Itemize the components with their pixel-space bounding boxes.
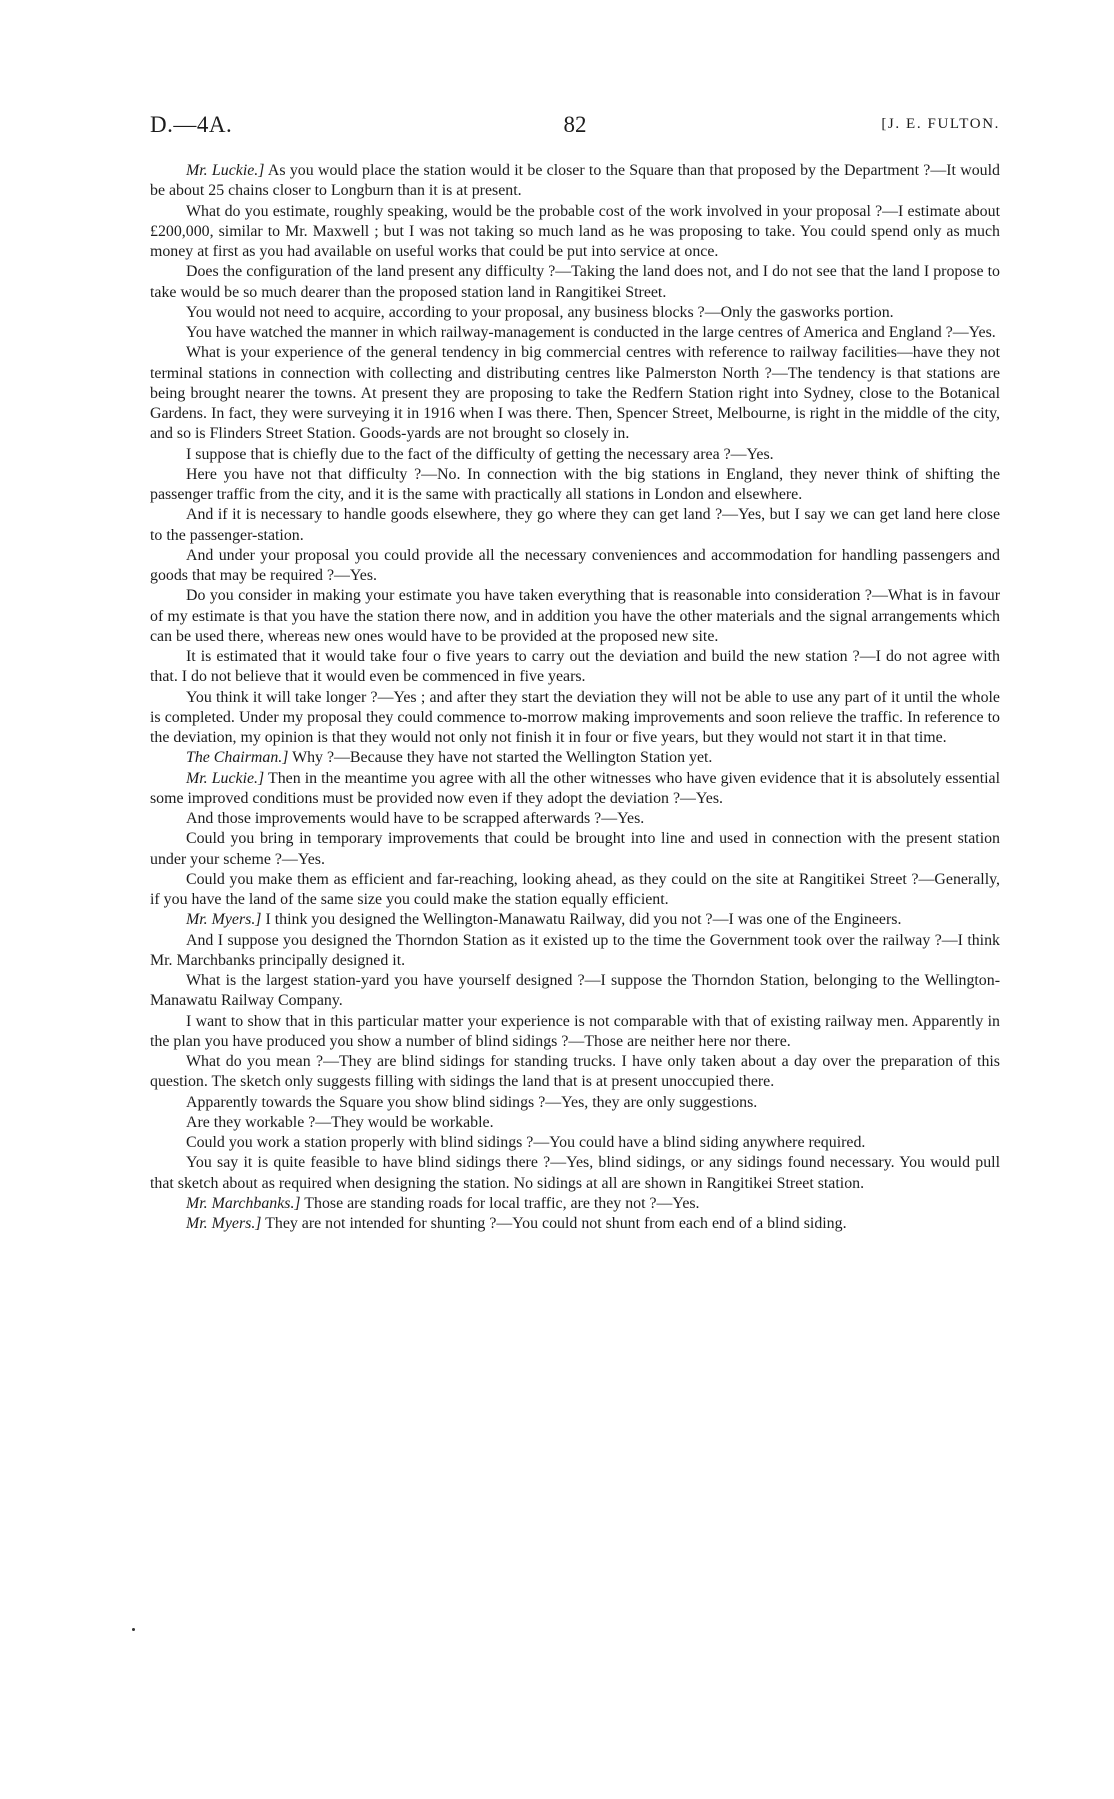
transcript-paragraph (150, 262, 1000, 303)
transcript-paragraph (150, 1052, 1000, 1093)
transcript-paragraph (150, 1133, 1000, 1153)
paragraph-text: I think you designed the Wellington-Manawatu Railway, did you not ?—I was one of the Engineers. (261, 911, 902, 929)
transcript-paragraph (150, 202, 1000, 263)
transcript-paragraph (150, 829, 1000, 870)
transcript-paragraph (150, 870, 1000, 911)
paragraph-text: I suppose that is chiefly due to the fact of the difficulty of getting the necessary area ?—Yes. (186, 445, 774, 463)
transcript-paragraph (150, 445, 1000, 465)
speaker-label: The Chairman.] (186, 749, 289, 767)
transcript-paragraph (150, 586, 1000, 647)
page-number: 82 (563, 112, 587, 137)
paragraph-text: Here you have not that difficulty ?—No. In connection with the big stations in England, they never think of shifting the passenger traffic from the city, and it is the same with practically all stations in London and elsewhere. (150, 465, 1000, 503)
transcript-paragraph (150, 303, 1000, 323)
transcript-paragraph (150, 1214, 1000, 1234)
transcript-paragraph (150, 1194, 1000, 1214)
speaker-label: Mr. Myers.] (186, 911, 262, 929)
transcript-paragraph (150, 769, 1000, 810)
transcript-paragraph (150, 1012, 1000, 1053)
paragraph-text: And if it is necessary to handle goods elsewhere, they go where they can get land ?—Yes, but I say we can get land here close to the passenger-station. (150, 506, 1000, 544)
paragraph-text: And under your proposal you could provide all the necessary conveniences and accommodation for handling passengers and goods that may be required ?—Yes. (150, 546, 1000, 584)
paragraph-text: Those are standing roads for local traffic, are they not ?—Yes. (300, 1194, 700, 1212)
paragraph-text: It is estimated that it would take four o five years to carry out the deviation and build the new station ?—I do not agree with that. I do not believe that it would even be commenced in five years. (150, 648, 1000, 686)
paragraph-text: What is your experience of the general tendency in big commercial centres with reference to railway facilities—have they not terminal stations in connection with collecting and distributing centres like Palmerston North ?—The tendency is that stations are being brought nearer the towns. At present they are proposing to take the Redfern Station right into Sydney, close to the Botanical Gardens. In fact, they were surveying it in 1916 when I was there. Then, Spencer Street, Melbourne, is right in the middle of the city, and so is Flinders Street Station. Goods-yards are not brought so closely in. (150, 344, 1000, 443)
paragraph-text: Could you bring in temporary improvements that could be brought into line and used in connection with the present station under your scheme ?—Yes. (150, 830, 1000, 868)
paragraph-text: You think it will take longer ?—Yes ; and after they start the deviation they will not be able to use any part of it until the whole is completed. Under my proposal they could commence to-morrow making improvements and soon relieve the traffic. In reference to the deviation, my opinion is that they would not only not finish it in four or five years, but they would not start it in that time. (150, 688, 1000, 746)
transcript-paragraph (150, 1153, 1000, 1194)
speaker-label: Mr. Marchbanks.] (186, 1194, 301, 1212)
transcript-paragraph (150, 343, 1000, 444)
page-header (150, 112, 1000, 142)
transcript-paragraph (150, 161, 1000, 202)
transcript-paragraph (150, 688, 1000, 749)
transcript-paragraph (150, 323, 1000, 343)
speaker-label: Mr. Luckie.] (186, 162, 265, 179)
transcript-paragraph (150, 647, 1000, 688)
transcript-paragraph (150, 971, 1000, 1012)
paragraph-text: You would not need to acquire, according to your proposal, any business blocks ?—Only the gasworks portion. (186, 303, 894, 321)
transcript-paragraph (150, 748, 1000, 768)
paragraph-text: What is the largest station-yard you have yourself designed ?—I suppose the Thorndon Station, belonging to the Wellington-Manawatu Railway Company. (150, 972, 1000, 1010)
paragraph-text: Do you consider in making your estimate you have taken everything that is reasonable into consideration ?—What is in favour of my estimate is that you have the station there now, and in addition you have the other materials and the signal arrangements which can be used there, whereas new ones would have to be provided at the proposed new site. (150, 587, 1000, 645)
paragraph-text: They are not intended for shunting ?—You could not shunt from each end of a blind siding. (261, 1215, 847, 1232)
paragraph-text: Then in the meantime you agree with all the other witnesses who have given evidence that it is absolutely essential some improved conditions must be provided now even if they adopt the deviation ?—Yes. (150, 769, 1000, 807)
paragraph-text: You say it is quite feasible to have blind sidings there ?—Yes, blind sidings, or any sidings found necessary. You would pull that sketch about as required when designing the station. No sidings at all are shown in Rangitikei Street station. (150, 1154, 1000, 1192)
paragraph-text: Apparently towards the Square you show blind sidings ?—Yes, they are only suggestions. (186, 1093, 758, 1111)
paragraph-text: And I suppose you designed the Thorndon Station as it existed up to the time the Government took over the railway ?—I think Mr. Marchbanks principally designed it. (150, 931, 1000, 969)
speaker-label: Mr. Myers.] (186, 1215, 262, 1232)
paragraph-text: As you would place the station would it be closer to the Square than that proposed by the Department ?—It would be about 25 chains closer to Longburn than it is at present. (150, 162, 1000, 200)
paragraph-text: And those improvements would have to be scrapped afterwards ?—Yes. (186, 810, 645, 827)
paragraph-text: Why ?—Because they have not started the Wellington Station yet. (288, 749, 713, 767)
transcript-paragraph (150, 505, 1000, 546)
transcript-body (150, 161, 1000, 1234)
transcript-paragraph (150, 931, 1000, 972)
speaker-label: Mr. Luckie.] (186, 769, 265, 787)
transcript-paragraph (150, 546, 1000, 587)
document-reference: D.—4A. (150, 112, 233, 137)
witness-name: [J. E. FULTON. (881, 116, 1000, 132)
paragraph-text: I want to show that in this particular matter your experience is not comparable with that of existing railway men. Apparently in the plan you have produced you show a number of blind sidings ?—Those are neither here nor there. (150, 1012, 1000, 1050)
transcript-paragraph (150, 1113, 1000, 1133)
paragraph-text: Could you make them as efficient and far-reaching, looking ahead, as they could on the site at Rangitikei Street ?—Generally, if you have the land of the same size you could make the station equally efficient. (150, 870, 1000, 908)
paragraph-text: What do you mean ?—They are blind sidings for standing trucks. I have only taken about a day over the preparation of this question. The sketch only suggests filling with sidings the land that is at present unoccupied there. (150, 1053, 1000, 1091)
paragraph-text: Does the configuration of the land present any difficulty ?—Taking the land does not, and I do not see that the land I propose to take would be so much dearer than the proposed station land in Rangitikei Street. (150, 263, 1000, 301)
margin-mark (132, 1628, 135, 1631)
transcript-paragraph (150, 1093, 1000, 1113)
transcript-paragraph (150, 809, 1000, 829)
paragraph-text: What do you estimate, roughly speaking, would be the probable cost of the work involved in your proposal ?—I estimate about £200,000, similar to Mr. Maxwell ; but I was not taking so much land as he was proposing to take. You could spend only as much money at first as you had available on useful works that could be put into service at once. (150, 202, 1000, 260)
paragraph-text: Are they workable ?—They would be workable. (186, 1113, 494, 1131)
transcript-paragraph (150, 465, 1000, 506)
paragraph-text: Could you work a station properly with blind sidings ?—You could have a blind siding anywhere required. (186, 1134, 866, 1151)
transcript-paragraph (150, 910, 1000, 930)
paragraph-text: You have watched the manner in which railway-management is conducted in the large centres of America and England ?—Yes. (186, 324, 996, 341)
